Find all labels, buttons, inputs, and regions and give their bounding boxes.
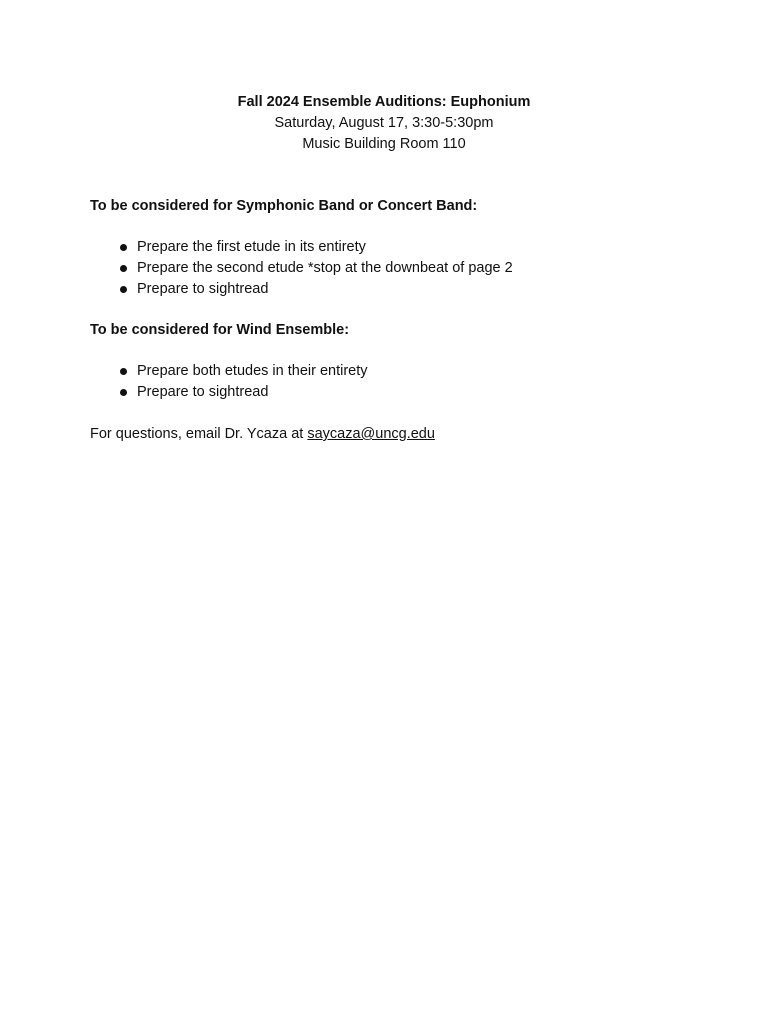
list-item [90, 382, 368, 403]
contact-line [90, 424, 435, 445]
contact-text: For questions, email Dr. Ycaza at [90, 426, 308, 442]
list-item [90, 361, 368, 382]
page-title: Fall 2024 Ensemble Auditions: Euphonium [237, 94, 531, 110]
bullet-icon [120, 244, 127, 251]
audition-date-time: Saturday, August 17, 3:30-5:30pm [274, 115, 494, 131]
list-item [90, 237, 513, 258]
bullet-icon [120, 286, 127, 293]
section-heading-symphonic-concert: To be considered for Symphonic Band or Concert Band: [90, 198, 478, 214]
list-item-text: Prepare the second etude *stop at the downbeat of page 2 [137, 260, 513, 276]
document-header [0, 92, 768, 155]
list-item [90, 279, 513, 300]
list-item-text: Prepare to sightread [137, 384, 269, 400]
email-link[interactable]: saycaza@uncg.edu [307, 426, 435, 442]
requirements-list-symphonic-concert [90, 237, 513, 300]
bullet-icon [120, 368, 127, 375]
bullet-icon [120, 265, 127, 272]
requirements-list-wind-ensemble [90, 361, 368, 403]
list-item-text: Prepare the first etude in its entirety [137, 239, 366, 255]
bullet-icon [120, 389, 127, 396]
list-item-text: Prepare both etudes in their entirety [137, 363, 368, 379]
list-item-text: Prepare to sightread [137, 281, 269, 297]
list-item [90, 258, 513, 279]
audition-location: Music Building Room 110 [302, 136, 466, 152]
section-heading-wind-ensemble: To be considered for Wind Ensemble: [90, 322, 350, 338]
